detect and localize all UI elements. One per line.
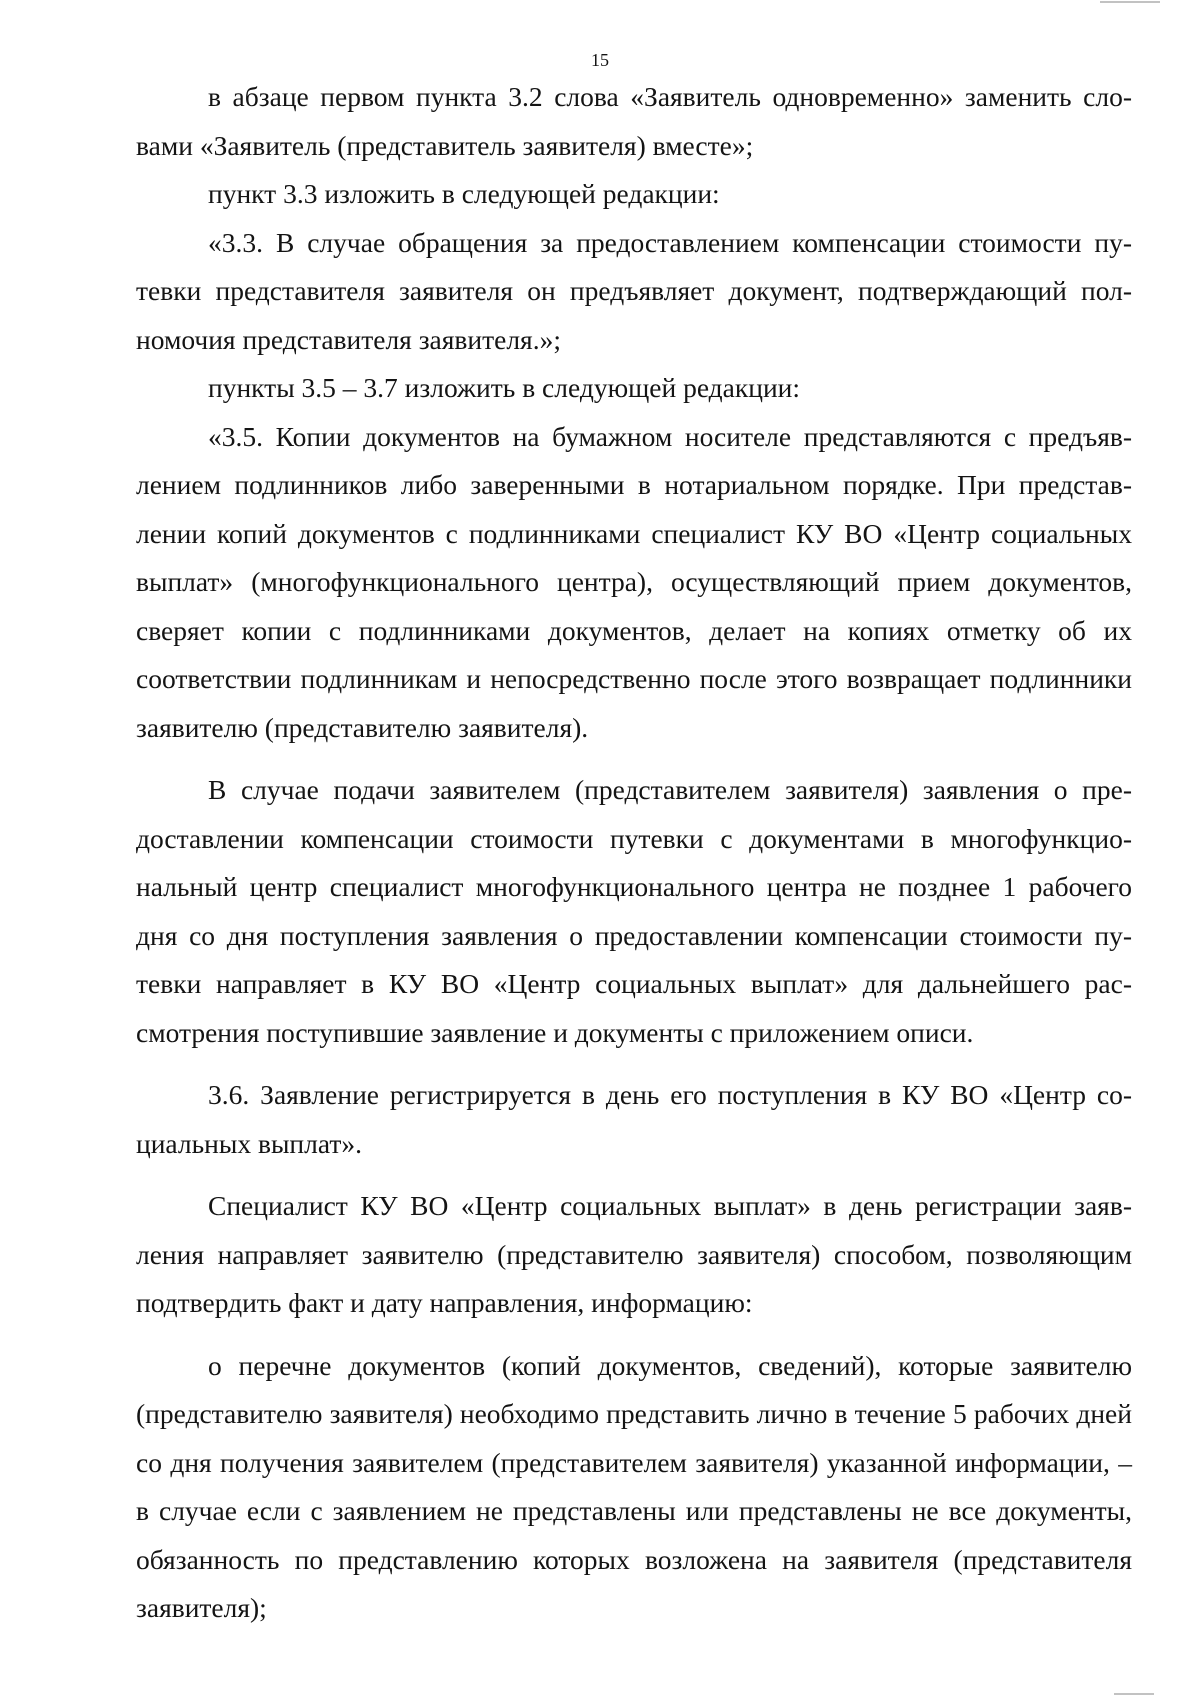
paragraph-3-5-3-7-intro: пункты 3.5 – 3.7 изложить в следующей редакции: — [208, 372, 801, 403]
page-number: 15 — [591, 50, 609, 70]
paragraph-registration-notice: Специалист КУ ВО «Центр социальных выплат» в день регистрации заявления направляет заявителю (представителю заявителя) способом, позволяющим подтвердить факт и дату направления, информацию: — [136, 1190, 1132, 1318]
scan-edge-mark — [1100, 1, 1160, 3]
paragraph-amend-3-2: в абзаце первом пункта 3.2 слова «Заявитель одновременно» заменить словами «Заявитель (представитель заявителя) вместе»; — [136, 81, 1132, 161]
paragraph-3-6-text: 3.6. Заявление регистрируется в день его поступления в КУ ВО «Центр социальных выплат». — [136, 1079, 1132, 1159]
document-body — [136, 73, 1132, 1633]
paragraph-3-3-intro: пункт 3.3 изложить в следующей редакции: — [208, 178, 720, 209]
paragraph-document-list: о перечне документов (копий документов, сведений), которые заявителю (представителю заявителя) необходимо представить лично в течение 5 рабочих дней со дня получения заявителем (представителем заявителя) указанной информации, – в случае если с заявлением не представлены или представлены не все документы, обязанность по представлению которых возложена на заявителя (представителя заявителя); — [136, 1349, 1132, 1623]
paragraph-mfc-submission: В случае подачи заявителем (представителем заявителя) заявления о предоставлении компенсации стоимости путевки с документами в многофункциональный центр специалист многофункционального центра не позднее 1 рабочего дня со дня поступления заявления о предоставлении компенсации стоимости путевки направляет в КУ ВО «Центр социальных выплат» для дальнейшего рассмотрения поступившие заявление и документы с приложением описи. — [136, 774, 1132, 1048]
scan-edge-mark — [1114, 1693, 1154, 1695]
paragraph-3-3-text: «3.3. В случае обращения за предоставлением компенсации стоимости путевки представителя заявителя он предъявляет документ, подтверждающий полномочия представителя заявителя.»; — [136, 226, 1132, 355]
paragraph-3-5-text: «3.5. Копии документов на бумажном носителе представляются с предъявлением подлинников либо заверенными в нотариальном порядке. При представлении копий документов с подлинниками специалист КУ ВО «Центр социальных выплат» (многофункционального центра), осуществляющий прием документов, сверяет копии с подлинниками документов, делает на копиях отметку об их соответствии подлинникам и непосредственно после этого возвращает подлинники заявителю (представителю заявителя). — [136, 420, 1132, 743]
